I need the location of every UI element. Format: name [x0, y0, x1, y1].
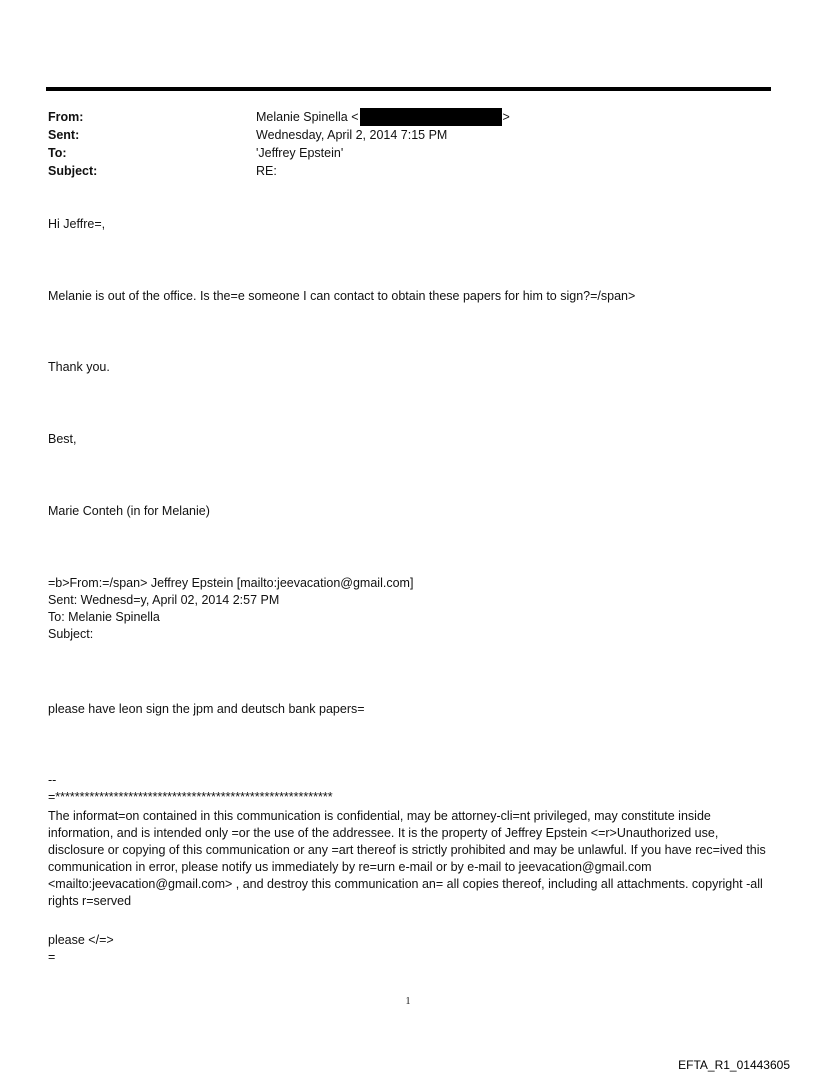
header-rule	[46, 87, 771, 91]
document-id: EFTA_R1_01443605	[678, 1058, 790, 1072]
from-suffix: >	[502, 110, 510, 124]
sent-label: Sent:	[48, 128, 80, 142]
body-paragraph: Melanie is out of the office. Is the=e someone I can contact to obtain these papers for him to sign?=/span>	[48, 289, 636, 303]
confidentiality-disclaimer: The informat=on contained in this communication is confidential, may be attorney-cli=nt privileged, may constitute inside information, and is intended only =or the use of the addressee. It is the property of Jeffrey Epstein <=r>Unauthorized use, disclosure or copying of this communication or any =art thereof is strictly prohibited and may be unlawful. If you have rec=ived this communication in error, please notify us immediately by re=urn e-mail or by e-mail to jeevacation@gmail.com <mailto:jeevacation@gmail.com> , and destroy this communication an= all copies thereof, including all attachments. copyright -all rights r=served	[48, 809, 766, 908]
redaction-box	[360, 108, 502, 126]
subject-label: Subject:	[48, 164, 98, 178]
to-label: To:	[48, 146, 67, 160]
subject-value: RE:	[256, 164, 277, 178]
signature-separator: --	[48, 773, 57, 787]
to-value: 'Jeffrey Epstein'	[256, 146, 344, 160]
page-number: 1	[405, 996, 411, 1007]
sent-value: Wednesday, April 2, 2014 7:15 PM	[256, 128, 448, 142]
from-label: From:	[48, 110, 84, 124]
quoted-subject-line: Subject:	[48, 627, 94, 641]
thanks-line: Thank you.	[48, 360, 110, 374]
from-name: Melanie Spinella <	[256, 110, 359, 124]
from-value	[256, 108, 510, 126]
greeting: Hi Jeffre=,	[48, 217, 106, 231]
closing-line: please </=>	[48, 933, 114, 947]
closing-best: Best,	[48, 432, 77, 446]
signature: Marie Conteh (in for Melanie)	[48, 504, 210, 518]
quoted-sent-line: Sent: Wednesd=y, April 02, 2014 2:57 PM	[48, 593, 280, 607]
trailing-equals: =	[48, 950, 56, 964]
stars-divider: =*********************************************************	[48, 790, 333, 804]
quoted-message: please have leon sign the jpm and deutsch bank papers=	[48, 702, 365, 716]
quoted-to-line: To: Melanie Spinella	[48, 610, 160, 624]
quoted-from-line: =b>From:=/span> Jeffrey Epstein [mailto:jeevacation@gmail.com]	[48, 576, 414, 590]
